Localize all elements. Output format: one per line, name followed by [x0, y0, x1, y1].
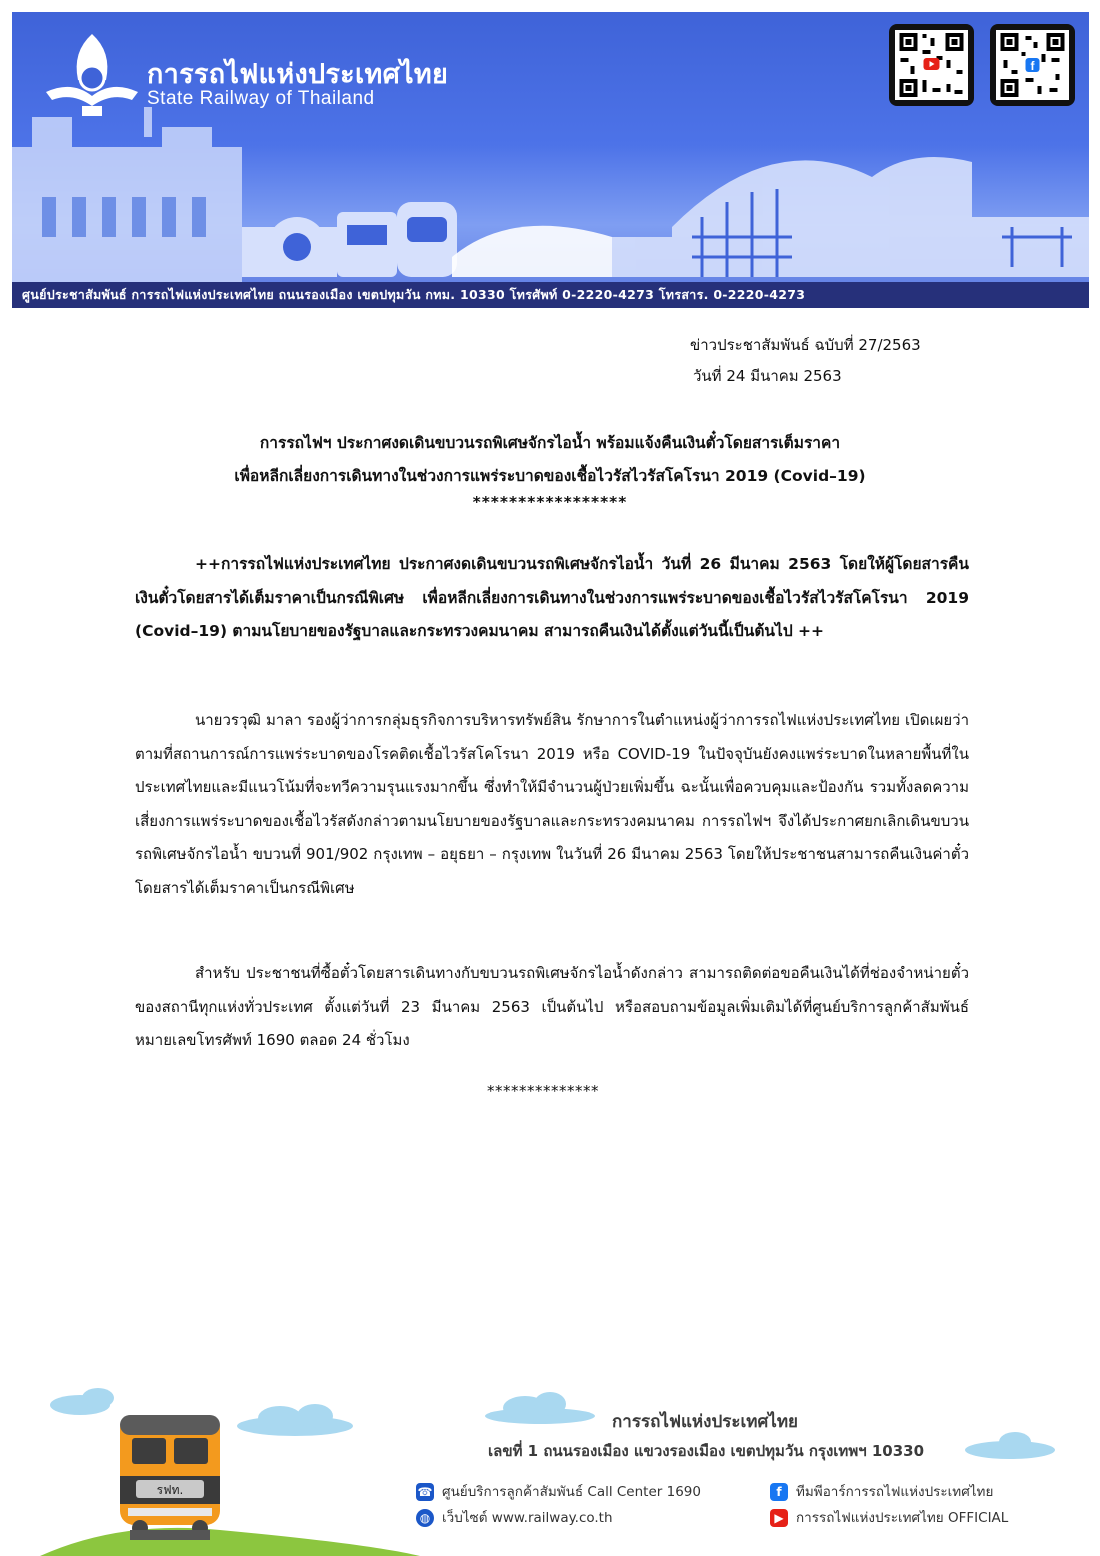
website-text: เว็บไซต์ www.railway.co.th [442, 1510, 613, 1526]
press-release-date: วันที่ 24 มีนาคม 2563 [693, 367, 842, 385]
globe-icon: ◍ [416, 1509, 434, 1527]
body-paragraph-1-text: นายวรวุฒิ มาลา รองผู้ว่าการกลุ่มธุรกิจการบริหารทรัพย์สิน รักษาการในตำแหน่งผู้ว่าการรถไฟแห่งประเทศไทย เปิดเผยว่า ตามที่สถานการณ์การแพร่ระบาดของโรคติดเชื้อไวรัสโคโรนา 2019 หรือ COVID-19 ในปัจจุบันยังคงแพร่ระบาดในหลายพื้นที่ในประเทศไทยและมีแนวโน้มที่จะทวีความรุนแรงมากขึ้น ซึ่งทำให้มีจำนวนผู้ป่วยเพิ่มขึ้น ฉะนั้นเพื่อควบคุมและป้องกัน รวมทั้งลดความเสี่ยงการแพร่ระบาดของเชื้อไวรัสดังกล่าวตามนโยบายของรัฐบาลและกระทรวงคมนาคม การรถไฟฯ จึงได้ประกาศยกเลิกเดินขบวนรถพิเศษจักรไอน้ำ ขบวนที่ 901/902 กรุงเทพ – อยุธยา – กรุงเทพ ในวันที่ 26 มีนาคม 2563 โดยให้ประชาชนสามารถคืนเงินค่าตั๋วโดยสารได้เต็มราคาเป็นกรณีพิเศษ [135, 711, 969, 897]
header-banner [12, 12, 1089, 308]
qr-code-icon [996, 30, 1069, 100]
footer-website-link[interactable] [416, 1506, 613, 1528]
facebook-icon: f [770, 1483, 788, 1501]
svg-text:f: f [1030, 59, 1035, 73]
headline-line-2: เพื่อหลีกเลี่ยงการเดินทางในช่วงการแพร่ระบาดของเชื้อไวรัสไวรัสโคโรนา 2019 (Covid–19) [234, 467, 866, 485]
footer-call-center[interactable] [416, 1480, 701, 1502]
railway-skyline-illustration [12, 107, 1089, 287]
youtube-icon: ▶ [770, 1509, 788, 1527]
brand-name-thai: การรถไฟแห่งประเทศไทย [147, 59, 449, 90]
qr-code-icon [895, 30, 968, 100]
footer-facebook-link[interactable] [770, 1480, 993, 1502]
facebook-qr-code[interactable] [990, 24, 1075, 106]
footer-org-name: การรถไฟแห่งประเทศไทย [612, 1412, 799, 1432]
body-paragraph-2-text: สำหรับ ประชาชนที่ซื้อตั๋วโดยสารเดินทางกับขบวนรถพิเศษจักรไอน้ำดังกล่าว สามารถติดต่อขอคืนเงินได้ที่ช่องจำหน่ายตั๋วของสถานีทุกแห่งทั่วประเทศ ตั้งแต่วันที่ 23 มีนาคม 2563 เป็นต้นไป หรือสอบถามข้อมูลเพิ่มเติมได้ที่ศูนย์บริการลูกค้าสัมพันธ์ หมายเลขโทรศัพท์ 1690 ตลอด 24 ชั่วโมง [135, 964, 969, 1049]
call-center-text: ศูนย์บริการลูกค้าสัมพันธ์ Call Center 1690 [442, 1484, 701, 1500]
brand-name-english: State Railway of Thailand [147, 88, 375, 109]
footer-youtube-link[interactable] [770, 1506, 1008, 1528]
contact-strip: ศูนย์ประชาสัมพันธ์ การรถไฟแห่งประเทศไทย ถนนรองเมือง เขตปทุมวัน กทม. 10330 โทรศัพท์ 0-2220-4273 โทรสาร. 0-2220-4273 [12, 282, 1089, 308]
locomotive-label: รฟท. [156, 1483, 184, 1497]
state-railway-emblem-icon [42, 30, 142, 120]
lead-paragraph [135, 548, 969, 649]
youtube-qr-code[interactable] [889, 24, 974, 106]
footer-train-illustration [40, 1380, 1070, 1556]
lead-paragraph-text: ++การรถไฟแห่งประเทศไทย ประกาศงดเดินขบวนรถพิเศษจักรไอน้ำ วันที่ 26 มีนาคม 2563 โดยให้ผู้โดยสารคืนเงินตั๋วโดยสารได้เต็มราคาเป็นกรณีพิเศษ เพื่อหลีกเลี่ยงการเดินทางในช่วงการแพร่ระบาดของเชื้อไวรัสไวรัสโคโรนา 2019 (Covid–19) ตามนโยบายของรัฐบาลและกระทรวงคมนาคม สามารถคืนเงินได้ตั้งแต่วันนี้เป็นต้นไป ++ [135, 555, 969, 640]
headline-separator: ***************** [472, 493, 628, 511]
body-paragraph-2 [135, 957, 969, 1058]
phone-icon: ☎ [417, 1485, 433, 1499]
facebook-text: ทีมพีอาร์การรถไฟแห่งประเทศไทย [796, 1484, 994, 1500]
headline-line-1: การรถไฟฯ ประกาศงดเดินขบวนรถพิเศษจักรไอน้ำ พร้อมแจ้งคืนเงินตั๋วโดยสารเต็มราคา [259, 434, 841, 452]
youtube-text: การรถไฟแห่งประเทศไทย OFFICIAL [796, 1510, 1009, 1526]
press-release-number: ข่าวประชาสัมพันธ์ ฉบับที่ 27/2563 [690, 336, 921, 354]
footer-address: เลขที่ 1 ถนนรองเมือง แขวงรองเมือง เขตปทุมวัน กรุงเทพฯ 10330 [488, 1442, 925, 1460]
end-marker: ************** [487, 1082, 599, 1100]
body-paragraph-1 [135, 704, 969, 905]
locomotive-icon [120, 1415, 220, 1540]
